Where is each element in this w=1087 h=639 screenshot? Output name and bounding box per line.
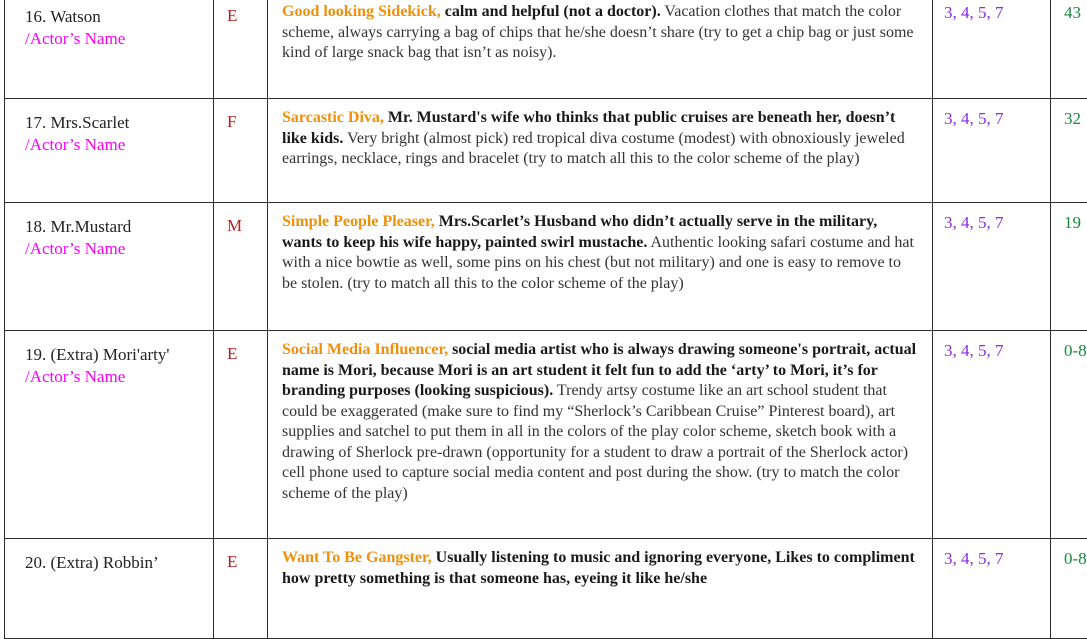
archetype-label: Want To Be Gangster,: [282, 549, 432, 566]
character-name: 16. Watson: [25, 6, 207, 28]
archetype-label: Good looking Sidekick,: [282, 3, 441, 20]
character-cell: [5, 539, 214, 639]
grade-cell: E: [214, 539, 268, 639]
character-cell: [5, 0, 214, 99]
costume-text: Vacation clothes that match the color scheme, always carrying a bag of chips that he/she doesn’t share (try to get a chip bag or just some kind of large snack bag that isn’t as noisy).: [282, 3, 914, 61]
table-row: [5, 0, 1087, 99]
costume-text: Trendy artsy costume like an art school student that could be exaggerated (make sure to find my “Sherlock’s Caribbean Cruise” Pinterest board), art supplies and satchel to put them in all in the colors of the play color scheme, sketch book with a drawing of Sherlock pre-drawn (opportunity for a student to draw a portrait of the Sherlock actor) cell phone used to capture social media content and post during the show. (try to match the color scheme of the play): [282, 382, 908, 502]
actor-name: /Actor’s Name: [25, 28, 207, 50]
table-row: [5, 331, 1087, 539]
lines-cell: 19: [1051, 203, 1087, 331]
actor-name: /Actor’s Name: [25, 366, 207, 388]
scenes-cell: 3, 4, 5, 7: [933, 203, 1051, 331]
personality-text: Mr. Mustard's wife who thinks that public cruises are beneath her, doesn’t like kids.: [282, 109, 895, 147]
character-name: 17. Mrs.Scarlet: [25, 112, 207, 134]
actor-name: /Actor’s Name: [25, 238, 207, 260]
personality-text: Mrs.Scarlet’s Husband who didn’t actually serve in the military, wants to keep his wife happy, painted swirl mustache.: [282, 213, 877, 251]
grade-cell: M: [214, 203, 268, 331]
grade-cell: F: [214, 99, 268, 203]
archetype-label: Sarcastic Diva,: [282, 109, 384, 126]
personality-text: social media artist who is always drawing someone's portrait, actual name is Mori, because Mori is an art student it felt fun to add the ‘arty’ to Mori, it’s for branding purposes (looking suspicious).: [282, 341, 916, 399]
character-name: 19. (Extra) Mori'arty': [25, 344, 207, 366]
scenes-cell: 3, 4, 5, 7: [933, 99, 1051, 203]
description-cell: [268, 539, 933, 639]
costume-text: Very bright (almost pick) red tropical diva costume (modest) with obnoxiously jeweled earrings, necklace, rings and bracelet (try to match all this to the color scheme of the play): [282, 130, 905, 168]
personality-text: Usually listening to music and ignoring everyone, Likes to compliment how pretty something is that someone has, eyeing it like he/she: [282, 549, 915, 587]
character-name: 18. Mr.Mustard: [25, 216, 207, 238]
scenes-cell: 3, 4, 5, 7: [933, 539, 1051, 639]
description-cell: [268, 99, 933, 203]
archetype-label: Simple People Pleaser,: [282, 213, 435, 230]
table-row: [5, 203, 1087, 331]
description-cell: [268, 331, 933, 539]
table-row: [5, 539, 1087, 639]
archetype-label: Social Media Influencer,: [282, 341, 448, 358]
character-cell: [5, 99, 214, 203]
cast-table: [4, 0, 1087, 639]
table-row: [5, 99, 1087, 203]
costume-text: Authentic looking safari costume and hat with a nice bowtie as well, some pins on his chest (but not military) and one is easy to remove to be stolen. (try to match all this to the color scheme of the play): [282, 234, 914, 292]
character-cell: [5, 331, 214, 539]
grade-cell: E: [214, 331, 268, 539]
actor-name: /Actor’s Name: [25, 134, 207, 156]
description-cell: [268, 203, 933, 331]
scenes-cell: 3, 4, 5, 7: [933, 0, 1051, 99]
character-name: 20. (Extra) Robbin’: [25, 552, 207, 574]
lines-cell: 32: [1051, 99, 1087, 203]
lines-cell: 0-8: [1051, 539, 1087, 639]
lines-cell: 0-8: [1051, 331, 1087, 539]
personality-text: calm and helpful (not a doctor).: [441, 3, 661, 20]
scenes-cell: 3, 4, 5, 7: [933, 331, 1051, 539]
character-cell: [5, 203, 214, 331]
lines-cell: 43: [1051, 0, 1087, 99]
grade-cell: E: [214, 0, 268, 99]
description-cell: [268, 0, 933, 99]
